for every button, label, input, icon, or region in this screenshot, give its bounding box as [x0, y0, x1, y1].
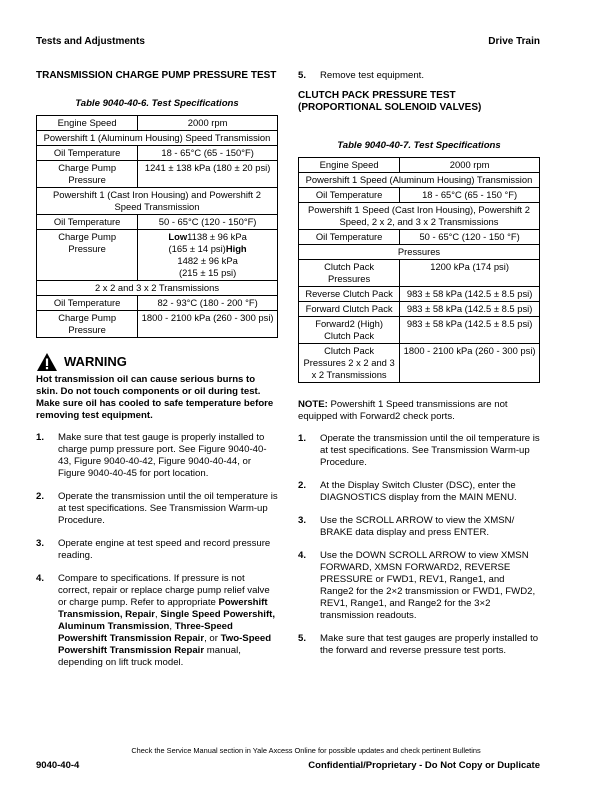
table-cell: 18 - 65°C (65 - 150°F) — [138, 146, 278, 161]
confidential-notice: Confidential/Proprietary - Do Not Copy or Duplicate — [308, 760, 540, 771]
step-text: Remove test equipment. — [320, 70, 424, 81]
table-cell: 983 ± 58 kPa (142.5 ± 8.5 psi) — [400, 317, 540, 344]
table-cell: 1241 ± 138 kPa (180 ± 20 psi) — [138, 161, 278, 188]
manual-ref: Two-Speed Powershift Transmission Repair — [58, 633, 272, 656]
spec-table-charge-pump — [36, 115, 278, 338]
table-row — [37, 311, 278, 338]
list-item — [298, 480, 540, 504]
table-row — [299, 302, 540, 317]
remove-equipment-step — [298, 70, 540, 82]
list-item — [298, 633, 540, 657]
table-cell: 2 x 2 and 3 x 2 Transmissions — [37, 281, 278, 296]
spec-table-clutch-pack — [298, 157, 540, 383]
list-item — [298, 433, 540, 469]
step-text-part: , — [169, 621, 175, 632]
low-psi: (165 ± 14 psi) — [168, 243, 226, 254]
high-value: 1482 ± 96 kPa — [177, 255, 238, 266]
list-item — [298, 550, 540, 622]
note-block — [298, 399, 540, 423]
list-item — [36, 538, 278, 562]
step-text: Operate the transmission until the oil temperature is at test specifications. See Transmission Warm-up Procedure. — [58, 491, 278, 526]
step-number: 3. — [298, 515, 307, 526]
table-cell: Engine Speed — [299, 158, 400, 173]
table-row — [37, 131, 278, 146]
low-label: Low — [168, 231, 188, 242]
warning-block — [36, 352, 278, 422]
table-cell: 50 - 65°C (120 - 150°F) — [138, 215, 278, 230]
table-cell: 983 ± 58 kPa (142.5 ± 8.5 psi) — [400, 287, 540, 302]
table-cell: Charge Pump Pressure — [37, 161, 138, 188]
table-cell: 2000 rpm — [400, 158, 540, 173]
step-text: At the Display Switch Cluster (DSC), enter the DIAGNOSTICS display from the MAIN MENU. — [320, 480, 517, 503]
clutch-pack-steps — [298, 433, 540, 657]
footer-bulletin-note: Check the Service Manual section in Yale Axcess Online for possible updates and check pertinent Bulletins — [131, 746, 481, 755]
table-cell: Forward2 (High) Clutch Pack — [299, 317, 400, 344]
table-cell: Charge Pump Pressure — [37, 311, 138, 338]
table-row — [299, 230, 540, 245]
table-cell: Oil Temperature — [299, 188, 400, 203]
low-value: 1138 ± 96 kPa — [187, 231, 247, 242]
table-cell: Oil Temperature — [37, 296, 138, 311]
header-chapter: Drive Train — [488, 36, 540, 47]
table-row — [299, 317, 540, 344]
step-text: Use the SCROLL ARROW to view the XMSN/ BRAKE data display and press ENTER. — [320, 515, 515, 538]
table-row — [299, 173, 540, 188]
table-cell: Oil Temperature — [37, 146, 138, 161]
warning-text: Hot transmission oil can cause serious burns to skin. Do not touch components or oil during test. Make sure oil has cooled to safe temperature before removing test equipment. — [36, 374, 274, 421]
list-item — [36, 491, 278, 527]
page-number: 9040-40-4 — [36, 760, 80, 771]
table-cell: 18 - 65°C (65 - 150 °F) — [400, 188, 540, 203]
step-number: 1. — [36, 432, 45, 443]
manual-ref: Powershift Transmission, Repair — [58, 597, 268, 620]
step-number: 4. — [36, 573, 45, 584]
table-cell: Engine Speed — [37, 116, 138, 131]
note-label: NOTE: — [298, 399, 328, 410]
table-caption: Table 9040-40-7. Test Specifications — [337, 140, 501, 151]
table-row — [299, 260, 540, 287]
list-item — [298, 515, 540, 539]
table-cell: Pressures — [299, 245, 540, 260]
high-label: High — [225, 243, 247, 254]
table-row — [299, 188, 540, 203]
table-row — [37, 188, 278, 215]
step-number: 5. — [298, 70, 307, 81]
header-section: Tests and Adjustments — [36, 36, 145, 47]
table-row — [37, 281, 278, 296]
table-row — [299, 203, 540, 230]
list-item — [298, 70, 540, 82]
table-row — [299, 344, 540, 383]
table-caption: Table 9040-40-6. Test Specifications — [75, 98, 239, 109]
table-cell: Powershift 1 Speed (Aluminum Housing) Transmission — [299, 173, 540, 188]
table-cell: Clutch Pack Pressures — [299, 260, 400, 287]
step-text-part: manual, depending on lift truck model. — [58, 645, 241, 668]
table-cell: Clutch Pack Pressures 2 x 2 and 3 x 2 Transmissions — [299, 344, 400, 383]
table-row — [37, 146, 278, 161]
step-number: 5. — [298, 633, 307, 644]
table-cell: Powershift 1 (Cast Iron Housing) and Powershift 2 Speed Transmission — [37, 188, 278, 215]
manual-ref: Three-Speed Powershift Transmission Repair — [58, 621, 233, 644]
warning-label: WARNING — [64, 354, 127, 369]
step-text: Use the DOWN SCROLL ARROW to view XMSN FORWARD, XMSN FORWARD2, REVERSE PRESSURE or FWD1, REV1, Range1, and Range2 for the 2×2 transmission or FWD1, FWD2, REV1, Range1, and Range2 for the 3×2 transmission readouts. — [320, 550, 536, 621]
table-cell: 82 - 93°C (180 - 200 °F) — [138, 296, 278, 311]
list-item — [36, 432, 278, 480]
note-text: Powershift 1 Speed transmissions are not equipped with Forward2 check ports. — [298, 399, 508, 422]
table-row — [299, 245, 540, 260]
right-column — [298, 70, 540, 668]
charge-pump-steps — [36, 432, 278, 669]
step-number: 1. — [298, 433, 307, 444]
table-row — [299, 158, 540, 173]
table-row — [37, 116, 278, 131]
table-row — [37, 161, 278, 188]
step-text: Make sure that test gauges are properly installed to the forward and reverse pressure test ports. — [320, 633, 539, 656]
step-text-part: , or — [204, 633, 221, 644]
step-text-part: Compare to specifications. If pressure is not correct, repair or replace charge pump relief valve or charge pump. Refer to appropriate — [58, 573, 270, 608]
step-number: 2. — [36, 491, 45, 502]
left-column — [36, 70, 278, 680]
step-text-part: , — [155, 609, 161, 620]
table-cell: 1800 - 2100 kPa (260 - 300 psi) — [400, 344, 540, 383]
table-row — [37, 230, 278, 281]
step-text: Make sure that test gauge is properly installed to charge pump pressure port. See Figure 9040-40-43, Figure 9040-40-42, Figure 9040-40-44, or Figure 9040-40-45 for port location. — [58, 432, 267, 479]
table-cell: Oil Temperature — [299, 230, 400, 245]
step-text: Operate the transmission until the oil temperature is at test specifications. See Transmission Warm-up Procedure. — [320, 433, 540, 468]
table-cell: Powershift 1 Speed (Cast Iron Housing), Powershift 2 Speed, 2 x 2, and 3 x 2 Transmissions — [299, 203, 540, 230]
table-row — [299, 287, 540, 302]
step-text: Operate engine at test speed and record pressure reading. — [58, 538, 271, 561]
table-row — [37, 215, 278, 230]
table-cell: Oil Temperature — [37, 215, 138, 230]
manual-ref: Single Speed Powershift, Aluminum Transmission — [58, 609, 276, 632]
table-cell: Reverse Clutch Pack — [299, 287, 400, 302]
table-cell: 50 - 65°C (120 - 150 °F) — [400, 230, 540, 245]
table-cell: 1800 - 2100 kPa (260 - 300 psi) — [138, 311, 278, 338]
table-cell: 2000 rpm — [138, 116, 278, 131]
section-title-charge-pump: TRANSMISSION CHARGE PUMP PRESSURE TEST — [36, 70, 277, 81]
table-cell: Powershift 1 (Aluminum Housing) Speed Transmission — [37, 131, 278, 146]
warning-header — [36, 352, 278, 372]
warning-triangle-icon — [36, 352, 58, 372]
step-text — [58, 573, 278, 669]
table-cell: Forward Clutch Pack — [299, 302, 400, 317]
step-number: 3. — [36, 538, 45, 549]
list-item — [36, 573, 278, 669]
table-cell: Charge Pump Pressure — [37, 230, 138, 281]
step-number: 4. — [298, 550, 307, 561]
high-psi: (215 ± 15 psi) — [178, 267, 237, 278]
step-number: 2. — [298, 480, 307, 491]
table-cell-low-high — [138, 230, 278, 281]
table-cell: 983 ± 58 kPa (142.5 ± 8.5 psi) — [400, 302, 540, 317]
section-title-clutch-pack: CLUTCH PACK PRESSURE TEST (PROPORTIONAL SOLENOID VALVES) — [298, 90, 482, 113]
table-row — [37, 296, 278, 311]
table-cell: 1200 kPa (174 psi) — [400, 260, 540, 287]
